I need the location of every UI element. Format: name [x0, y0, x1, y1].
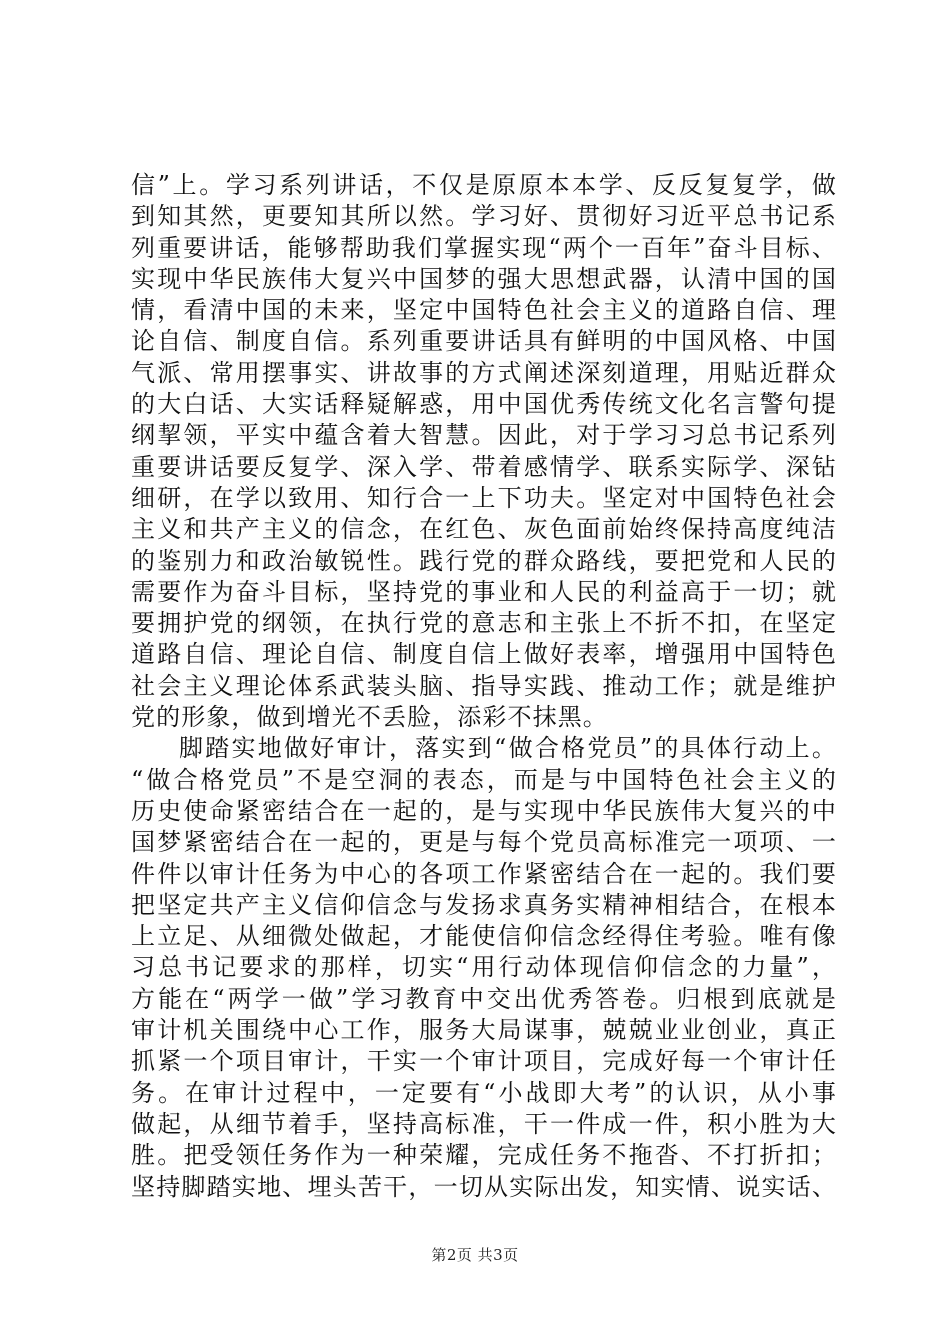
- text-line: 信”上。学习系列讲话，不仅是原原本本学、反反复复学，做: [131, 171, 837, 199]
- text-line: 方能在“两学一做”学习教育中交出优秀答卷。归根到底就是: [131, 984, 837, 1013]
- text-line: 要拥护党的纲领，在执行党的意志和主张上不折不扣，在坚定: [131, 609, 837, 638]
- text-line: 情，看清中国的未来，坚定中国特色社会主义的道路自信、理: [131, 296, 837, 325]
- page-number-footer: 第2页 共3页: [431, 1246, 519, 1264]
- text-line: 的鉴别力和政治敏锐性。践行党的群众路线，要把党和人民的: [131, 546, 837, 575]
- text-line: 审计机关围绕中心工作，服务大局谋事，兢兢业业创业，真正: [131, 1016, 837, 1045]
- text-line: “做合格党员”不是空洞的表态，而是与中国特色社会主义的: [131, 765, 837, 794]
- text-line: 主义和共产主义的信念，在红色、灰色面前始终保持高度纯洁: [131, 515, 837, 544]
- text-line: 上立足、从细微处做起，才能使信仰信念经得住考验。唯有像: [131, 922, 837, 951]
- text-line: 社会主义理论体系武装头脑、指导实践、推动工作；就是维护: [131, 671, 837, 700]
- text-line: 习总书记要求的那样，切实“用行动体现信仰信念的力量”，: [131, 953, 837, 982]
- paragraph-2: [131, 733, 837, 1202]
- text-line: 务。在审计过程中，一定要有“小战即大考”的认识，从小事: [131, 1078, 837, 1107]
- text-line: 需要作为奋斗目标，坚持党的事业和人民的利益高于一切；就: [131, 577, 837, 606]
- text-line: 重要讲话要反复学、深入学、带着感情学、联系实际学、深钻: [131, 452, 837, 481]
- text-line: 论自信、制度自信。系列重要讲话具有鲜明的中国风格、中国: [131, 327, 837, 356]
- text-line: 细研，在学以致用、知行合一上下功夫。坚定对中国特色社会: [131, 483, 837, 512]
- text-line: 道路自信、理论自信、制度自信上做好表率，增强用中国特色: [131, 640, 837, 669]
- paragraph-1: [131, 170, 837, 733]
- text-line: 的大白话、大实话释疑解惑，用中国优秀传统文化名言警句提: [131, 390, 837, 419]
- text-line: 做起，从细节着手，坚持高标准，干一件成一件，积小胜为大: [131, 1109, 837, 1138]
- text-line: 党的形象，做到增光不丢脸，添彩不抹黑。: [131, 703, 608, 732]
- text-line: 件件以审计任务为中心的各项工作紧密结合在一起的。我们要: [131, 859, 837, 888]
- text-line: 纲挈领，平实中蕴含着大智慧。因此，对于学习习总书记系列: [131, 421, 837, 450]
- text-line: 脚踏实地做好审计，落实到“做合格党员”的具体行动上。: [179, 734, 837, 763]
- text-line: 抓紧一个项目审计，干实一个审计项目，完成好每一个审计任: [131, 1047, 837, 1076]
- text-line: 把坚定共产主义信仰信念与发扬求真务实精神相结合，在根本: [131, 890, 837, 919]
- text-line: 历史使命紧密结合在一起的，是与实现中华民族伟大复兴的中: [131, 796, 837, 825]
- text-line: 胜。把受领任务作为一种荣耀，完成任务不拖沓、不打折扣；: [131, 1141, 837, 1170]
- text-line: 气派、常用摆事实、讲故事的方式阐述深刻道理，用贴近群众: [131, 358, 837, 387]
- text-line: 国梦紧密结合在一起的，更是与每个党员高标准完一项项、一: [131, 828, 837, 857]
- text-line: 坚持脚踏实地、埋头苦干，一切从实际出发，知实情、说实话、: [131, 1172, 837, 1201]
- text-line: 实现中华民族伟大复兴中国梦的强大思想武器，认清中国的国: [131, 264, 837, 293]
- text-line: 到知其然，更要知其所以然。学习好、贯彻好习近平总书记系: [131, 202, 837, 231]
- document-body: [131, 170, 837, 1203]
- text-line: 列重要讲话，能够帮助我们掌握实现“两个一百年”奋斗目标、: [131, 233, 837, 262]
